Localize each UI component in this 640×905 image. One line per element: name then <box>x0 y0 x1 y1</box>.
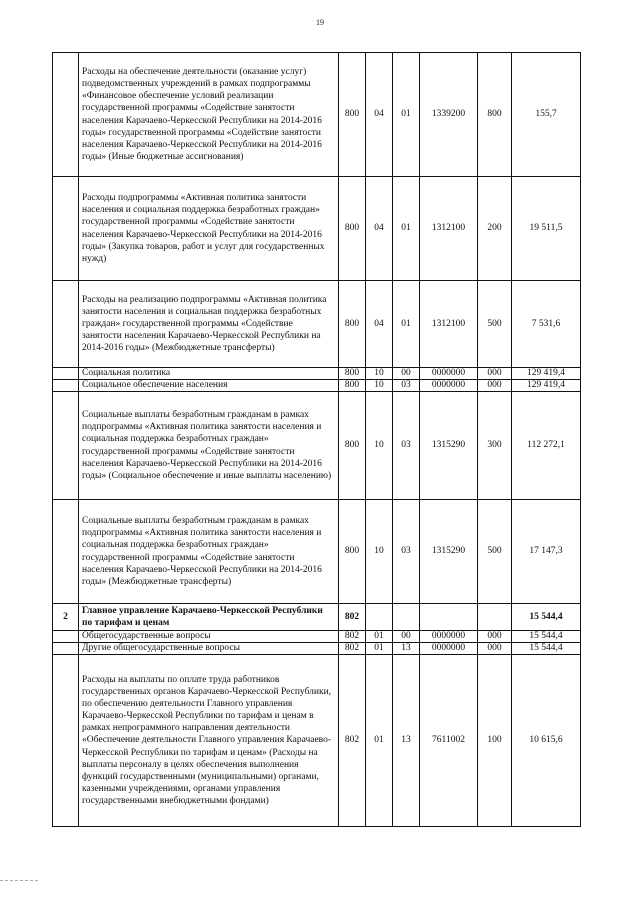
subsection-code: 13 <box>393 655 420 827</box>
subsection-code: 03 <box>393 392 420 500</box>
row-number <box>53 392 79 500</box>
ministry-code: 802 <box>339 643 366 655</box>
expense-type-code: 000 <box>478 643 512 655</box>
table-row <box>53 643 581 655</box>
section-code: 01 <box>366 655 393 827</box>
ministry-code: 800 <box>339 392 366 500</box>
row-amount: 19 511,5 <box>512 177 581 281</box>
row-description: Другие общегосударственные вопросы <box>79 643 339 655</box>
budget-table <box>52 52 581 827</box>
expense-type-code: 000 <box>478 380 512 392</box>
table-row <box>53 53 581 177</box>
section-code: 04 <box>366 53 393 177</box>
ministry-code: 800 <box>339 53 366 177</box>
scan-mark <box>0 880 38 881</box>
target-code: 1315290 <box>420 392 478 500</box>
expense-type-code: 200 <box>478 177 512 281</box>
section-code: 10 <box>366 392 393 500</box>
table-row <box>53 380 581 392</box>
section-code: 04 <box>366 177 393 281</box>
section-code: 04 <box>366 281 393 368</box>
ministry-code: 802 <box>339 604 366 631</box>
row-description: Социальные выплаты безработным гражданам в рамках подпрограммы «Активная политика занятости населения и социальная поддержка безработных граждан» государственной программы «Содействие занятости населения Карачаево-Черкесской Республики на 2014-2016 годы» (Межбюджетные трансферты) <box>79 500 339 604</box>
target-code: 0000000 <box>420 368 478 380</box>
row-amount: 15 544,4 <box>512 631 581 643</box>
row-number <box>53 655 79 827</box>
row-amount: 17 147,3 <box>512 500 581 604</box>
target-code: 1339200 <box>420 53 478 177</box>
subsection-code <box>393 604 420 631</box>
page-number: 19 <box>316 18 324 27</box>
expense-type-code: 500 <box>478 281 512 368</box>
row-amount: 15 544,4 <box>512 643 581 655</box>
target-code: 1312100 <box>420 281 478 368</box>
row-description: Социальная политика <box>79 368 339 380</box>
row-amount: 129 419,4 <box>512 368 581 380</box>
row-number <box>53 643 79 655</box>
ministry-code: 800 <box>339 177 366 281</box>
subsection-code: 03 <box>393 500 420 604</box>
section-code <box>366 604 393 631</box>
ministry-code: 800 <box>339 500 366 604</box>
row-number <box>53 53 79 177</box>
expense-type-code: 000 <box>478 631 512 643</box>
expense-type-code <box>478 604 512 631</box>
expense-type-code: 500 <box>478 500 512 604</box>
row-amount: 129 419,4 <box>512 380 581 392</box>
table-row <box>53 500 581 604</box>
row-description: Расходы на выплаты по оплате труда работников государственных органов Карачаево-Черкесской Республики, по обеспечению деятельности Главного управления Карачаево-Черкесской Республики по тарифам и ценам в рамках непрограммного направления деятельности «Обеспечение деятельности Главного управления Карачаево-Черкесской Республики по тарифам и ценам» (Расходы на выплаты персоналу в целях обеспечения выполнения функций государственными (муниципальными) органами, казенными учреждениями, органами управления государственными внебюджетными фондами) <box>79 655 339 827</box>
ministry-code: 802 <box>339 655 366 827</box>
row-description: Социальные выплаты безработным гражданам в рамках подпрограммы «Активная политика занятости населения и социальная поддержка безработных граждан» государственной программы «Содействие занятости населения Карачаево-Черкесской Республики на 2014-2016 годы» (Социальное обеспечение и иные выплаты населению) <box>79 392 339 500</box>
target-code: 0000000 <box>420 643 478 655</box>
row-number <box>53 380 79 392</box>
subsection-code: 13 <box>393 643 420 655</box>
subsection-code: 03 <box>393 380 420 392</box>
row-amount: 10 615,6 <box>512 655 581 827</box>
row-number <box>53 177 79 281</box>
subsection-code: 00 <box>393 631 420 643</box>
row-description: Социальное обеспечение населения <box>79 380 339 392</box>
section-code: 10 <box>366 368 393 380</box>
table-row <box>53 177 581 281</box>
ministry-code: 800 <box>339 368 366 380</box>
table-row <box>53 392 581 500</box>
row-number <box>53 281 79 368</box>
expense-type-code: 800 <box>478 53 512 177</box>
row-number: 2 <box>53 604 79 631</box>
target-code <box>420 604 478 631</box>
target-code: 1312100 <box>420 177 478 281</box>
section-code: 01 <box>366 643 393 655</box>
ministry-code: 802 <box>339 631 366 643</box>
expense-type-code: 100 <box>478 655 512 827</box>
row-amount: 7 531,6 <box>512 281 581 368</box>
row-amount: 112 272,1 <box>512 392 581 500</box>
row-description: Расходы на обеспечение деятельности (оказание услуг) подведомственных учреждений в рамках подпрограммы «Финансовое обеспечение условий реализации государственной программы «Содействие занятости населения Карачаево-Черкесской Республики на 2014-2016 годы» государственной программы «Содействие занятости населения Карачаево-Черкесской Республики на 2014-2016 годы» (Иные бюджетные ассигнования) <box>79 53 339 177</box>
row-number <box>53 500 79 604</box>
subsection-code: 00 <box>393 368 420 380</box>
expense-type-code: 300 <box>478 392 512 500</box>
table-row <box>53 604 581 631</box>
target-code: 7611002 <box>420 655 478 827</box>
ministry-code: 800 <box>339 380 366 392</box>
subsection-code: 01 <box>393 53 420 177</box>
row-description: Расходы подпрограммы «Активная политика занятости населения и социальная поддержка безработных граждан» государственной программы «Содействие занятости населения Карачаево-Черкесской Республики на 2014-2016 годы» (Закупка товаров, работ и услуг для государственных нужд) <box>79 177 339 281</box>
ministry-code: 800 <box>339 281 366 368</box>
table-row <box>53 631 581 643</box>
target-code: 0000000 <box>420 380 478 392</box>
target-code: 0000000 <box>420 631 478 643</box>
section-code: 10 <box>366 500 393 604</box>
section-code: 10 <box>366 380 393 392</box>
row-number <box>53 631 79 643</box>
row-description: Общегосударственные вопросы <box>79 631 339 643</box>
section-code: 01 <box>366 631 393 643</box>
expense-type-code: 000 <box>478 368 512 380</box>
row-amount: 15 544,4 <box>512 604 581 631</box>
table-row <box>53 655 581 827</box>
table-row <box>53 368 581 380</box>
row-description: Расходы на реализацию подпрограммы «Активная политика занятости населения и социальная поддержка безработных граждан» государственной программы «Содействие занятости населения Карачаево-Черкесской Республики на 2014-2016 годы» (Межбюджетные трансферты) <box>79 281 339 368</box>
row-amount: 155,7 <box>512 53 581 177</box>
row-number <box>53 368 79 380</box>
row-description: Главное управление Карачаево-Черкесской Республики по тарифам и ценам <box>79 604 339 631</box>
subsection-code: 01 <box>393 281 420 368</box>
table-row <box>53 281 581 368</box>
subsection-code: 01 <box>393 177 420 281</box>
target-code: 1315290 <box>420 500 478 604</box>
